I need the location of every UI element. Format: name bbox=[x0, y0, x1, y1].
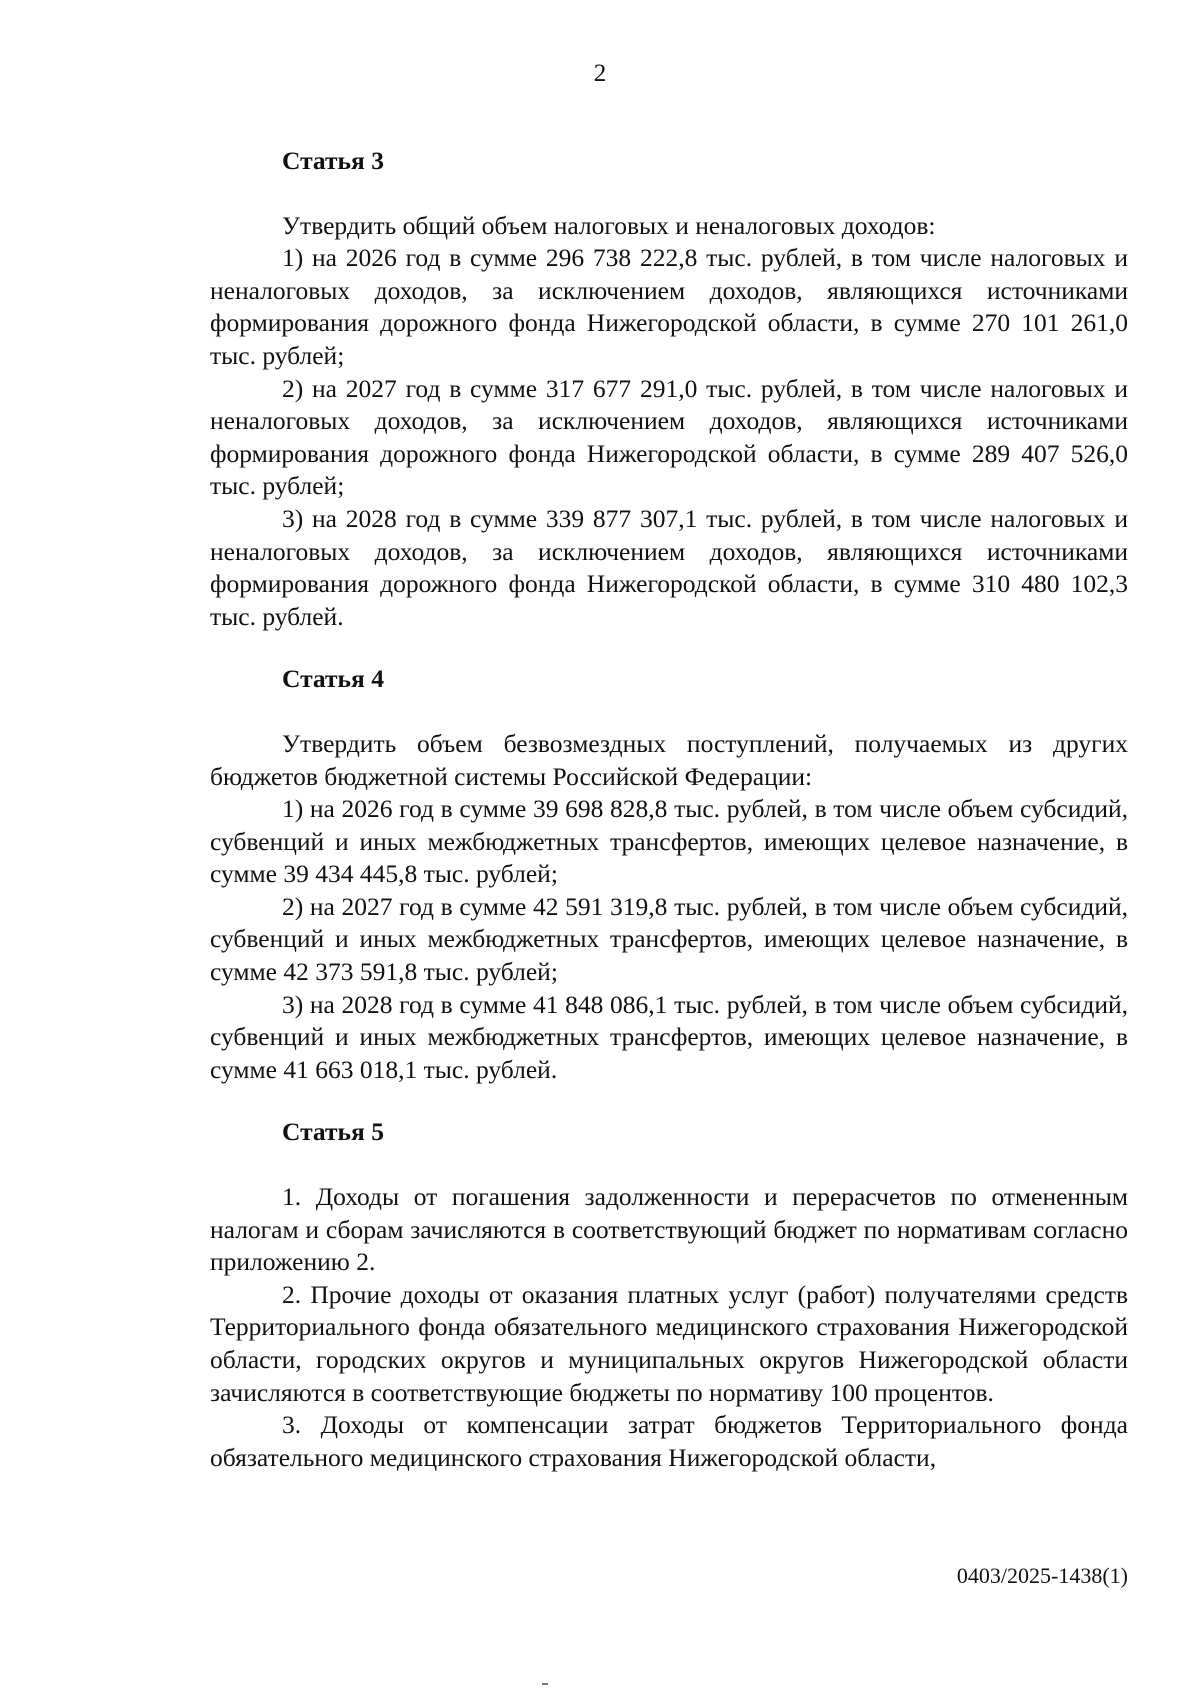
page-number: 2 bbox=[593, 60, 607, 87]
document-code: 0403/2025-1438(1) bbox=[956, 1563, 1128, 1588]
article-paragraph: 1) на 2026 год в сумме 296 738 222,8 тыс. рублей, в том числе налоговых и неналоговых доходов, за исключением доходов, являющихся источниками формирования дорожного фонда Нижегородской области, в сумме 270 101 261,0 тыс. рублей; bbox=[210, 243, 1128, 370]
article-title: Статья 3 bbox=[282, 146, 384, 175]
article-paragraph: 2) на 2027 год в сумме 317 677 291,0 тыс. рублей, в том числе налоговых и неналоговых доходов, за исключением доходов, являющихся источниками формирования дорожного фонда Нижегородской области, в сумме 289 407 526,0 тыс. рублей; bbox=[210, 373, 1128, 501]
article-paragraph: 2) на 2027 год в сумме 42 591 319,8 тыс. рублей, в том числе объем субсидий, субвенций и иных межбюджетных трансфертов, имеющих целевое назначение, в сумме 42 373 591,8 тыс. рублей; bbox=[210, 891, 1128, 987]
article-paragraph: 3. Доходы от компенсации затрат бюджетов Территориального фонда обязательного медицинского страхования Нижегородской области, bbox=[210, 1410, 1128, 1472]
article-title: Статья 5 bbox=[282, 1117, 384, 1147]
article-paragraph: 2. Прочие доходы от оказания платных услуг (работ) получателями средств Территориального фонда обязательного медицинского страхования Нижегородской области, городских округов и муниципальных округов Нижегородской области зачисляются в соответствующие бюджеты по нормативу 100 процентов. bbox=[210, 1279, 1128, 1407]
article-paragraph: 1. Доходы от погашения задолженности и перерасчетов по отмененным налогам и сборам зачисляются в соответствующий бюджет по нормативам согласно приложению 2. bbox=[210, 1182, 1128, 1277]
article-paragraph: 1) на 2026 год в сумме 39 698 828,8 тыс. рублей, в том числе объем субсидий, субвенций и иных межбюджетных трансфертов, имеющих целевое назначение, в сумме 39 434 445,8 тыс. рублей; bbox=[210, 794, 1128, 889]
article-3 bbox=[210, 145, 1128, 633]
document-body bbox=[210, 145, 1128, 1474]
scan-artifact bbox=[542, 1683, 548, 1685]
article-paragraph: Утвердить общий объем налоговых и неналоговых доходов: bbox=[282, 210, 936, 240]
article-paragraph: Утвердить объем безвозмездных поступлений, получаемых из других бюджетов бюджетной системы Российской Федерации: bbox=[210, 728, 1128, 791]
article-5 bbox=[210, 1116, 1128, 1474]
article-4 bbox=[210, 663, 1128, 1086]
article-title: Статья 4 bbox=[282, 664, 384, 694]
article-paragraph: 3) на 2028 год в сумме 339 877 307,1 тыс. рублей, в том числе налоговых и неналоговых доходов, за исключением доходов, являющихся источниками формирования дорожного фонда Нижегородской области, в сумме 310 480 102,3 тыс. рублей. bbox=[210, 503, 1128, 631]
article-paragraph: 3) на 2028 год в сумме 41 848 086,1 тыс. рублей, в том числе объем субсидий, субвенций и иных межбюджетных трансфертов, имеющих целевое назначение, в сумме 41 663 018,1 тыс. рублей. bbox=[210, 989, 1128, 1084]
